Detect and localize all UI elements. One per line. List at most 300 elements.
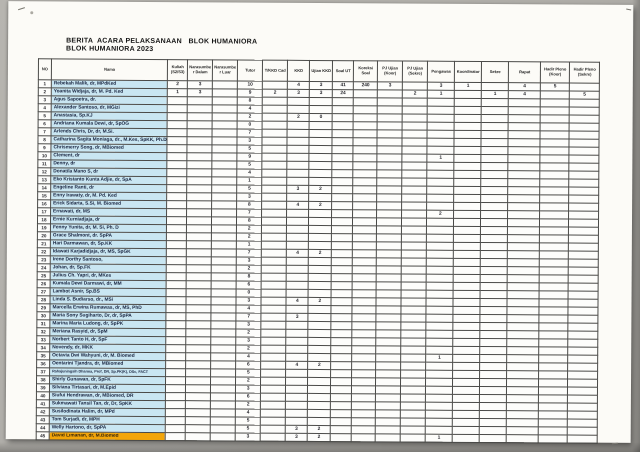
value-cell	[331, 362, 352, 370]
value-cell: 3	[235, 433, 260, 441]
value-cell	[309, 121, 332, 129]
value-cell	[308, 369, 331, 377]
value-cell	[331, 346, 352, 354]
row-number-cell: 24	[37, 264, 50, 272]
value-cell: 6	[236, 361, 261, 369]
value-cell	[286, 401, 308, 409]
value-cell	[351, 434, 375, 442]
value-cell	[167, 257, 187, 265]
value-cell	[167, 153, 187, 161]
value-cell	[539, 267, 568, 275]
value-cell	[286, 417, 308, 425]
value-cell	[540, 219, 569, 227]
column-header: Narasumber Dalam	[188, 60, 213, 81]
value-cell: 5	[235, 425, 260, 433]
name-cell: Rahajuningsih Dharma, Prof, DR, Sp.PK(K), DSc, FACT	[50, 368, 166, 377]
name-cell: Catharina Sagita Moniaga, dr., M.Kes, SpKK, Ph.D	[51, 136, 167, 145]
value-cell	[353, 210, 377, 218]
value-cell: 3	[236, 337, 261, 345]
value-cell: 7	[237, 129, 262, 137]
scanner-edge-shadow	[632, 0, 640, 452]
value-cell	[481, 210, 508, 218]
value-cell	[309, 193, 332, 201]
value-cell	[538, 427, 567, 435]
value-cell	[167, 145, 187, 153]
value-cell	[261, 305, 286, 313]
value-cell	[308, 281, 331, 289]
column-header: Koreksi Soal	[354, 61, 378, 82]
value-cell	[309, 145, 332, 153]
value-cell	[568, 291, 598, 299]
value-cell	[187, 193, 212, 201]
value-cell	[166, 369, 186, 377]
value-cell	[454, 210, 481, 218]
value-cell	[353, 242, 377, 250]
value-cell	[286, 377, 308, 385]
value-cell	[332, 242, 353, 250]
value-cell	[481, 194, 508, 202]
value-cell	[167, 129, 187, 137]
value-cell	[539, 403, 568, 411]
name-cell: Engeline Ranti, dr	[51, 184, 167, 193]
value-cell	[568, 347, 598, 355]
value-cell	[330, 426, 351, 434]
value-cell	[427, 146, 454, 154]
value-cell	[507, 395, 539, 403]
value-cell: 8	[237, 201, 262, 209]
value-cell	[427, 162, 454, 170]
value-cell	[453, 330, 480, 338]
value-cell	[309, 177, 332, 185]
value-cell	[508, 179, 540, 187]
value-cell	[211, 361, 236, 369]
value-cell	[261, 401, 286, 409]
value-cell: 1	[425, 434, 452, 442]
value-cell	[454, 178, 481, 186]
row-number-cell: 19	[37, 224, 50, 232]
column-header: PJ Ujian (Koor)	[378, 61, 403, 82]
value-cell	[286, 321, 308, 329]
value-cell	[186, 409, 211, 417]
value-cell	[479, 426, 506, 434]
value-cell	[211, 385, 236, 393]
value-cell	[539, 275, 568, 283]
name-cell: Alexander Santoso, dr, MGizi	[51, 104, 167, 113]
value-cell	[480, 370, 507, 378]
value-cell	[508, 235, 540, 243]
value-cell	[569, 203, 599, 211]
value-cell	[262, 145, 287, 153]
row-number-cell: 13	[38, 176, 51, 184]
value-cell	[453, 282, 480, 290]
value-cell	[426, 362, 453, 370]
value-cell: 3	[285, 425, 307, 433]
value-cell	[166, 329, 186, 337]
value-cell	[351, 426, 375, 434]
value-cell	[569, 99, 599, 107]
value-cell	[186, 313, 211, 321]
value-cell	[539, 291, 568, 299]
value-cell	[166, 337, 186, 345]
value-cell	[569, 259, 599, 267]
value-cell	[541, 91, 570, 99]
value-cell: 7	[236, 313, 261, 321]
value-cell	[377, 234, 402, 242]
row-number-cell: 35	[37, 352, 50, 360]
value-cell	[508, 195, 540, 203]
value-cell	[211, 409, 236, 417]
name-cell: Donatila Mano S, dr	[51, 168, 167, 177]
value-cell	[377, 162, 402, 170]
value-cell	[402, 162, 427, 170]
value-cell	[332, 218, 353, 226]
value-cell	[454, 114, 481, 122]
value-cell	[331, 378, 352, 386]
name-cell: Idawati Karjadidjaja, dr, MS, SpGK	[50, 248, 166, 257]
value-cell	[568, 299, 598, 307]
value-cell	[262, 177, 287, 185]
scanner-edge-shadow	[0, 442, 640, 452]
value-cell	[167, 185, 187, 193]
row-number-cell: 23	[37, 256, 50, 264]
value-cell	[211, 393, 236, 401]
name-cell: Julius Ch. Yapri, dr, MKes	[50, 272, 166, 281]
value-cell	[453, 354, 480, 362]
value-cell	[167, 113, 187, 121]
value-cell	[187, 121, 212, 129]
value-cell	[186, 417, 211, 425]
value-cell	[453, 346, 480, 354]
value-cell	[507, 299, 539, 307]
value-cell	[453, 298, 480, 306]
value-cell: 3	[286, 313, 308, 321]
value-cell	[262, 185, 287, 193]
value-cell	[212, 153, 237, 161]
value-cell	[308, 313, 331, 321]
value-cell	[262, 225, 287, 233]
value-cell	[540, 195, 569, 203]
value-cell	[481, 250, 508, 258]
value-cell	[353, 114, 377, 122]
value-cell	[287, 161, 309, 169]
value-cell	[286, 409, 308, 417]
value-cell	[401, 346, 426, 354]
value-cell	[353, 138, 377, 146]
row-number-cell: 28	[37, 296, 50, 304]
row-number-cell: 30	[37, 312, 50, 320]
value-cell	[507, 307, 539, 315]
value-cell	[567, 427, 597, 435]
value-cell	[402, 154, 427, 162]
value-cell	[167, 137, 187, 145]
value-cell	[540, 211, 569, 219]
value-cell	[427, 186, 454, 194]
value-cell	[353, 194, 377, 202]
value-cell	[262, 209, 287, 217]
value-cell	[401, 338, 426, 346]
value-cell	[401, 354, 426, 362]
value-cell	[308, 337, 331, 345]
value-cell	[332, 258, 353, 266]
value-cell	[376, 418, 401, 426]
value-cell	[454, 250, 481, 258]
value-cell	[539, 419, 568, 427]
value-cell	[286, 369, 308, 377]
value-cell	[331, 338, 352, 346]
value-cell	[376, 386, 401, 394]
value-cell	[454, 138, 481, 146]
value-cell	[261, 345, 286, 353]
value-cell	[481, 242, 508, 250]
value-cell	[165, 425, 185, 433]
value-cell	[454, 130, 481, 138]
value-cell	[332, 106, 353, 114]
value-cell	[426, 394, 453, 402]
value-cell	[186, 297, 211, 305]
value-cell	[376, 306, 401, 314]
value-cell	[480, 266, 507, 274]
name-cell: Chrismerry Song, dr, MBiomed	[51, 144, 167, 153]
value-cell	[353, 218, 377, 226]
value-cell	[427, 194, 454, 202]
value-cell: 4	[237, 169, 262, 177]
value-cell	[309, 241, 332, 249]
value-cell	[166, 345, 186, 353]
value-cell	[212, 161, 237, 169]
value-cell	[570, 83, 600, 91]
value-cell	[402, 194, 427, 202]
value-cell	[401, 290, 426, 298]
value-cell	[480, 378, 507, 386]
value-cell	[568, 419, 598, 427]
value-cell	[187, 137, 212, 145]
value-cell	[568, 339, 598, 347]
value-cell	[482, 82, 509, 90]
value-cell	[352, 354, 376, 362]
value-cell	[308, 305, 331, 313]
value-cell: 5	[570, 91, 600, 99]
value-cell	[308, 385, 331, 393]
value-cell	[166, 377, 186, 385]
value-cell	[261, 321, 286, 329]
value-cell	[261, 377, 286, 385]
row-number-cell: 20	[37, 232, 50, 240]
value-cell	[286, 329, 308, 337]
value-cell	[187, 105, 212, 113]
value-cell	[481, 130, 508, 138]
value-cell	[332, 138, 353, 146]
value-cell	[308, 265, 331, 273]
name-cell: Rebekah Malik, dr, MPdKed	[51, 80, 167, 89]
value-cell	[331, 266, 352, 274]
value-cell	[167, 209, 187, 217]
value-cell	[287, 129, 309, 137]
value-cell	[402, 258, 427, 266]
value-cell	[426, 330, 453, 338]
value-cell	[568, 379, 598, 387]
value-cell	[540, 179, 569, 187]
value-cell	[480, 322, 507, 330]
title-line1: BERITA ACARA PELAKSANAAN BLOK HUMANIORA	[66, 37, 258, 46]
value-cell	[187, 257, 212, 265]
name-cell: Siufui Hendrawan, dr, MBiomed, DR	[49, 392, 165, 401]
value-cell	[211, 273, 236, 281]
value-cell	[262, 241, 287, 249]
value-cell	[508, 99, 540, 107]
value-cell	[376, 266, 401, 274]
column-header: Pengawas	[428, 61, 455, 82]
column-header: Narasumber Luar	[213, 60, 238, 81]
value-cell	[262, 257, 287, 265]
value-cell: 1	[168, 89, 188, 97]
value-cell	[568, 371, 598, 379]
value-cell	[167, 225, 187, 233]
value-cell	[212, 209, 237, 217]
row-number-cell: 40	[36, 392, 49, 400]
value-cell	[427, 98, 454, 106]
value-cell: 3	[188, 89, 213, 97]
value-cell	[261, 361, 286, 369]
value-cell	[332, 154, 353, 162]
value-cell	[540, 131, 569, 139]
value-cell	[263, 81, 288, 89]
value-cell: 2	[307, 425, 330, 433]
value-cell	[453, 410, 480, 418]
value-cell	[402, 170, 427, 178]
row-number-cell: 2	[38, 88, 51, 96]
value-cell	[539, 379, 568, 387]
value-cell	[187, 129, 212, 137]
value-cell	[286, 281, 308, 289]
value-cell	[540, 171, 569, 179]
value-cell	[402, 138, 427, 146]
value-cell	[353, 130, 377, 138]
row-number-cell: 43	[36, 416, 49, 424]
value-cell: 3	[237, 193, 262, 201]
name-cell: Andriana Kumala Dewi, dr, SpOG	[51, 120, 167, 129]
value-cell	[377, 250, 402, 258]
value-cell	[167, 169, 187, 177]
value-cell	[507, 371, 539, 379]
value-cell	[332, 186, 353, 194]
value-cell	[377, 106, 402, 114]
value-cell	[507, 291, 539, 299]
value-cell	[377, 98, 402, 106]
value-cell	[309, 153, 332, 161]
value-cell	[540, 155, 569, 163]
value-cell	[287, 257, 309, 265]
value-cell	[426, 370, 453, 378]
value-cell: 5	[236, 417, 261, 425]
value-cell	[481, 226, 508, 234]
roster-table	[36, 58, 601, 443]
value-cell	[508, 203, 540, 211]
column-header: Nama	[51, 59, 167, 81]
value-cell: 3	[288, 89, 310, 97]
value-cell	[402, 98, 427, 106]
row-number-cell: 17	[38, 208, 51, 216]
value-cell	[480, 386, 507, 394]
value-cell	[508, 115, 540, 123]
value-cell	[540, 259, 569, 267]
value-cell: 240	[354, 82, 378, 90]
value-cell	[332, 226, 353, 234]
value-cell: 2	[309, 249, 332, 257]
value-cell	[427, 122, 454, 130]
value-cell	[540, 163, 569, 171]
name-cell: Fenny Yunita, dr, M. Si, Ph. D	[50, 224, 166, 233]
value-cell	[376, 346, 401, 354]
value-cell	[454, 162, 481, 170]
value-cell	[332, 130, 353, 138]
value-cell	[481, 114, 508, 122]
value-cell	[308, 409, 331, 417]
value-cell	[540, 227, 569, 235]
value-cell	[262, 105, 287, 113]
value-cell	[540, 99, 569, 107]
value-cell	[426, 274, 453, 282]
value-cell	[540, 147, 569, 155]
value-cell	[427, 250, 454, 258]
value-cell	[332, 170, 353, 178]
value-cell	[353, 122, 377, 130]
value-cell	[377, 146, 402, 154]
value-cell	[539, 307, 568, 315]
value-cell	[480, 354, 507, 362]
value-cell	[540, 123, 569, 131]
value-cell	[309, 257, 332, 265]
value-cell	[213, 81, 238, 89]
value-cell	[262, 249, 287, 257]
value-cell	[401, 362, 426, 370]
row-number-cell: 32	[37, 328, 50, 336]
name-cell: Ernawati, dr, MS	[51, 208, 167, 217]
value-cell	[211, 321, 236, 329]
value-cell	[453, 394, 480, 402]
value-cell	[402, 146, 427, 154]
column-header: Koordinator	[455, 61, 482, 82]
value-cell	[352, 290, 376, 298]
name-cell: Oentarini Tjandra, dr, MBiomed	[50, 360, 166, 369]
value-cell	[166, 401, 186, 409]
value-cell	[331, 290, 352, 298]
name-cell: Hari Darmawan, dr, Sp.KK	[50, 240, 166, 249]
title-line2: BLOK HUMANIORA 2023	[66, 45, 154, 53]
value-cell: 5	[237, 145, 262, 153]
name-cell: Maria Sony Sugiharto, Dr, dr, SpPA	[50, 312, 166, 321]
value-cell	[211, 297, 236, 305]
value-cell	[569, 155, 599, 163]
value-cell	[402, 218, 427, 226]
value-cell	[508, 163, 540, 171]
value-cell	[261, 417, 286, 425]
value-cell	[508, 147, 540, 155]
value-cell: 2	[309, 185, 332, 193]
column-header: Sekre	[482, 61, 509, 82]
value-cell	[540, 251, 569, 259]
value-cell	[332, 178, 353, 186]
value-cell	[569, 139, 599, 147]
value-cell	[376, 362, 401, 370]
value-cell	[331, 410, 352, 418]
value-cell	[211, 353, 236, 361]
value-cell	[211, 401, 236, 409]
value-cell: 2	[236, 377, 261, 385]
row-number-cell: 21	[37, 240, 50, 248]
value-cell	[352, 298, 376, 306]
value-cell: 2	[236, 401, 261, 409]
value-cell	[187, 169, 212, 177]
